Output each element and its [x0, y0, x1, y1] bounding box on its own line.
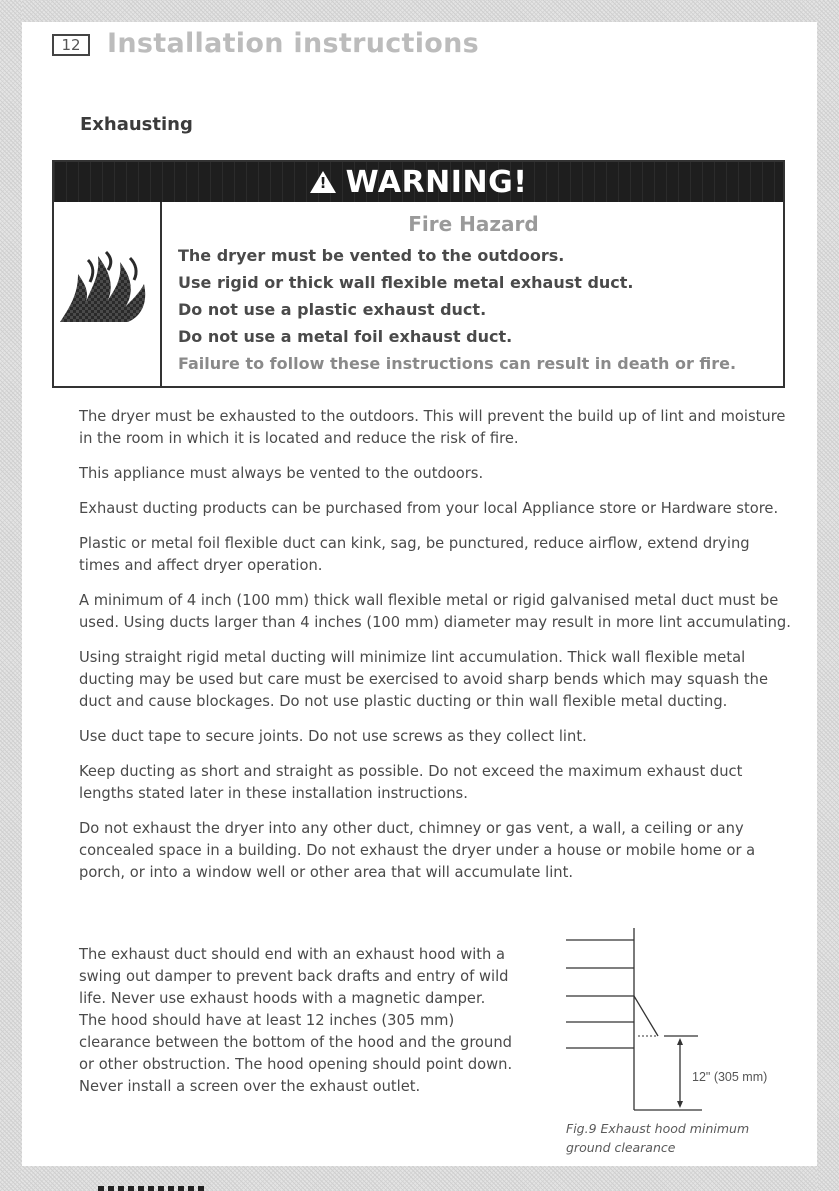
hazard-item: Do not use a metal foil exhaust duct. — [178, 327, 513, 346]
hazard-title: Fire Hazard — [408, 212, 539, 236]
paragraph: Using straight rigid metal ducting will minimize lint accumulation. Thick wall flexible metal ducting may be used but care must be exercised to avoid sharp bends which may squash the duct and cause blockages. Do not use plastic ducting or thin wall flexible metal ducting. — [79, 649, 769, 710]
body-text — [79, 406, 791, 897]
scan-mark — [98, 1186, 208, 1191]
page-number: 12 — [52, 34, 90, 56]
section-title: Exhausting — [80, 114, 193, 135]
paragraph: Exhaust ducting products can be purchased from your local Appliance store or Hardware store. — [79, 500, 779, 517]
figure-caption: Fig.9 Exhaust hood minimum ground clearance — [566, 1121, 750, 1155]
warning-banner — [54, 162, 783, 202]
paragraph: Keep ducting as short and straight as possible. Do not exceed the maximum exhaust duct lengths stated later in these installation instructions. — [79, 763, 743, 802]
warning-divider — [160, 202, 162, 386]
warning-box — [52, 160, 785, 388]
fire-icon — [58, 244, 158, 344]
scan-border-left — [0, 0, 22, 1191]
paragraph: A minimum of 4 inch (100 mm) thick wall flexible metal or rigid galvanised metal duct must be used. Using ducts larger than 4 inches (100 mm) diameter may result in more lint accumulating. — [79, 592, 791, 631]
paragraph: This appliance must always be vented to the outdoors. — [79, 465, 484, 482]
warning-title: WARNING! — [345, 164, 528, 200]
exhaust-hood-paragraph: The exhaust duct should end with an exhaust hood with a swing out damper to prevent back drafts and entry of wild life. Never use exhaust hoods with a magnetic damper. The hood should have at least 12 inches (305 mm) clearance between the bottom of the hood and the ground or other obstruction. The hood opening should point down. Never install a screen over the exhaust outlet. — [79, 946, 513, 1095]
hazard-item: The dryer must be vented to the outdoors. — [178, 246, 565, 265]
paragraph: Plastic or metal foil flexible duct can kink, sag, be punctured, reduce airflow, extend drying times and affect dryer operation. — [79, 535, 750, 574]
paragraph: Do not exhaust the dryer into any other duct, chimney or gas vent, a wall, a ceiling or any concealed space in a building. Do not exhaust the dryer under a house or mobile home or a porch, or into a window well or other area that will accumulate lint. — [79, 820, 756, 881]
hazard-item: Failure to follow these instructions can result in death or fire. — [178, 354, 737, 373]
scan-border-right — [817, 0, 839, 1191]
warning-triangle-icon — [310, 171, 336, 193]
clearance-label: 12" (305 mm) — [692, 1070, 768, 1084]
hazard-list — [178, 242, 736, 377]
hazard-item: Do not use a plastic exhaust duct. — [178, 300, 487, 319]
exhaust-hood-diagram — [562, 928, 792, 1118]
scan-border-top — [0, 0, 839, 22]
hazard-item: Use rigid or thick wall flexible metal exhaust duct. — [178, 273, 634, 292]
paragraph: Use duct tape to secure joints. Do not use screws as they collect lint. — [79, 728, 587, 745]
page-header: Installation instructions — [107, 28, 480, 59]
paragraph: The dryer must be exhausted to the outdoors. This will prevent the build up of lint and moisture in the room in which it is located and reduce the risk of fire. — [79, 408, 786, 447]
